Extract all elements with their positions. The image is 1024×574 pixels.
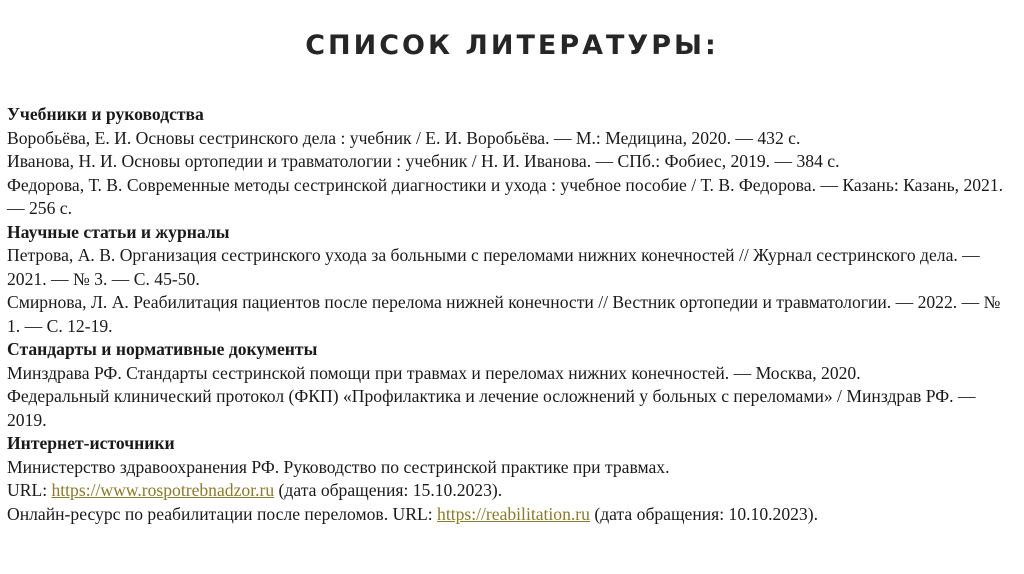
access-date: (дата обращения: 15.10.2023).: [274, 480, 503, 500]
list-item: [7, 456, 1012, 503]
list-item: Иванова, Н. И. Основы ортопедии и травматологии : учебник / Н. И. Иванова. — СПб.: Фобиес, 2019. — 384 с.: [7, 151, 840, 171]
list-item: Смирнова, Л. А. Реабилитация пациентов после перелома нижней конечности // Вестник ортопедии и травматологии. — 2022. — № 1. — С. 12-19.: [7, 292, 1001, 336]
page-title: СПИСОК ЛИТЕРАТУРЫ:: [305, 30, 719, 61]
section-heading-textbooks: Учебники и руководства: [7, 104, 204, 124]
section-heading-articles: Научные статьи и журналы: [7, 221, 230, 242]
rospotrebnadzor-link[interactable]: https://www.rospotrebnadzor.ru: [51, 480, 275, 500]
reabilitation-link[interactable]: https://reabilitation.ru: [437, 503, 590, 524]
section-heading-internet: Интернет-источники: [7, 433, 175, 453]
list-item: [7, 503, 1012, 527]
list-item-text: Онлайн-ресурс по реабилитации после переломов. URL:: [7, 503, 438, 524]
list-item: Федорова, Т. В. Современные методы сестринской диагностики и ухода : учебное пособие / Т. В. Федорова. — Казань: Казань, 2021. — 256 с.: [7, 174, 1004, 218]
list-item: Федеральный клинический протокол (ФКП) «Профилактика и лечение осложнений у больных с переломами» / Минздрав РФ. — 2019.: [7, 386, 976, 430]
access-date: (дата обращения: 10.10.2023).: [589, 503, 818, 524]
section-heading-standards: Стандарты и нормативные документы: [7, 339, 318, 359]
list-item: Воробьёва, Е. И. Основы сестринского дела : учебник / Е. И. Воробьёва. — М.: Медицина, 2020. — 432 с.: [7, 127, 801, 148]
list-item: Минздрава РФ. Стандарты сестринской помощи при травмах и переломах нижних конечностей. — Москва, 2020.: [7, 362, 861, 383]
list-item-text: Министерство здравоохранения РФ. Руководство по сестринской практике при травмах.: [7, 456, 670, 477]
bibliography-list: [7, 103, 1012, 526]
url-prefix: URL:: [7, 480, 52, 500]
list-item: Петрова, А. В. Организация сестринского ухода за больными с переломами нижних конечностей // Журнал сестринского дела. — 2021. — № 3. — С. 45-50.: [7, 245, 980, 289]
